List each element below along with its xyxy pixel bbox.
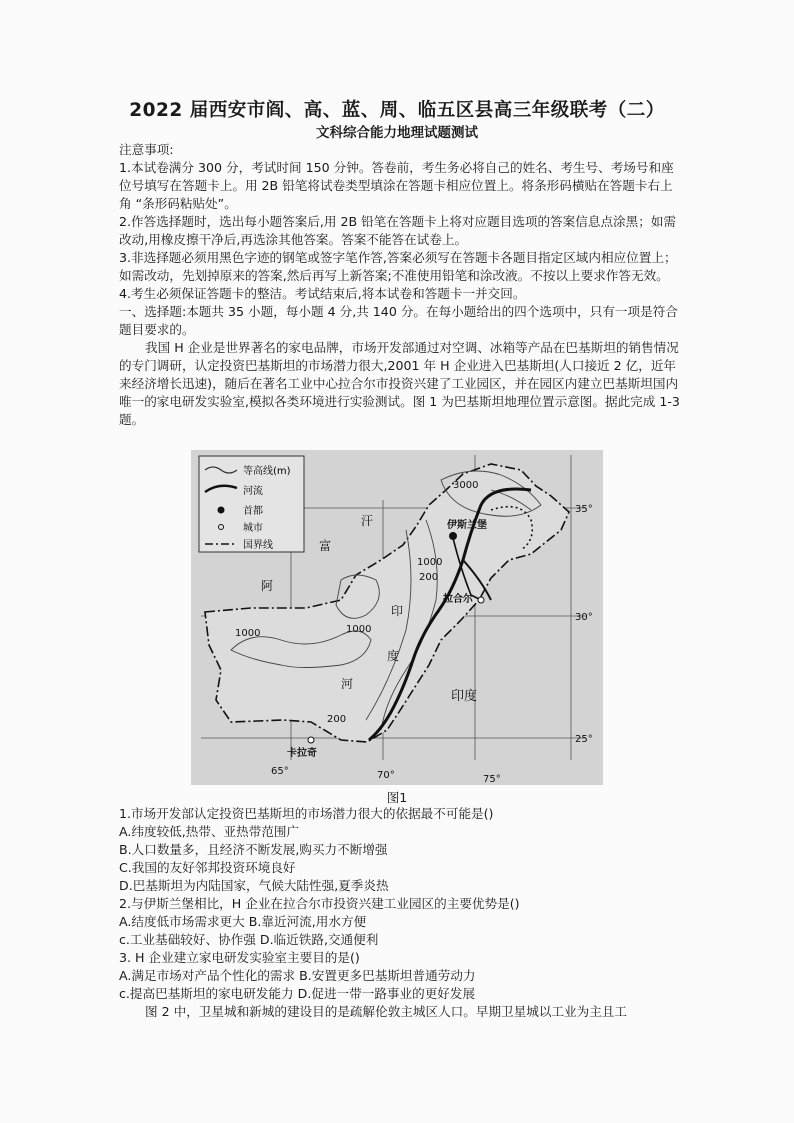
legend-river: 河流 (243, 486, 263, 497)
legend-city: 城市 (243, 523, 263, 534)
lahore-city-marker (478, 597, 484, 603)
lat-30: 30° (575, 612, 593, 623)
question-1-option-d: D.巴基斯坦为内陆国家，气候大陆性强,夏季炎热 (119, 878, 389, 893)
label-indus-1: 印 (391, 604, 404, 618)
karachi-city-marker (308, 737, 314, 743)
label-lahore: 拉合尔 (443, 594, 473, 605)
lat-25: 25° (575, 734, 593, 745)
question-3-options-ab: A.满足市场对产品个性化的需求 B.安置更多巴基斯坦普通劳动力 (119, 968, 476, 983)
exam-subtitle: 文科综合能力地理试题测试 (316, 125, 478, 141)
passage-1: 我国 H 企业是世界著名的家电品牌，市场开发部通过对空调、冰箱等产品在巴基斯坦的销售情况的专门调研，认定投资巴基斯坦的市场潜力很大,2001 年 H 企业进入巴基斯坦(人口接近 2 亿，近年来经济增长迅速)，随后在著名工业中心拉合尔市投资兴建了工业园区，并在园区内建立巴基斯坦国内唯一的家电研发实验室,模拟各类环境进行实验测试。图 1 为巴基斯坦地理位置示意图。据此完成 1-3 题。 (119, 340, 680, 427)
notice-item-3: 3.非选择题必须用黑色字迹的钢笔或签字笔作答,答案必须写在答题卡各题目指定区域内相应位置上；如需改动，先划掉原来的答案,然后再写上新答案;不准使用铅笔和涂改液。不按以上要求作答无效。 (119, 250, 677, 283)
passage-2: 图 2 中，卫星城和新城的建设目的是疏解伦敦主城区人口。早期卫星城以工业为主且工 (145, 1004, 627, 1019)
figure-1-map (191, 450, 603, 785)
contour-label-3000: 3000 (453, 480, 479, 491)
contour-label-200-b: 200 (327, 714, 347, 725)
section-heading: 一、选择题:本题共 35 小题，每小题 4 分,共 140 分。在每小题给出的四个选项中，只有一项是符合题目要求的。 (119, 304, 678, 337)
label-afghan-3: 汗 (361, 514, 374, 528)
notice-item-1: 1.本试卷满分 300 分，考试时间 150 分钟。答卷前，考生务必将自己的姓名、考生号、考场号和座位号填写在答题卡上。用 2B 铅笔将试卷类型填涂在答题卡相应位置上。将条形码横贴在答题卡右上角 “条形码粘贴处”。 (119, 160, 674, 211)
capital-legend-icon (218, 507, 225, 514)
islamabad-capital-marker (449, 532, 457, 540)
question-1: 1.市场开发部认定投资巴基斯坦的市场潜力很大的依据最不可能是() (119, 806, 494, 821)
lon-75: 75° (483, 774, 501, 785)
exam-title: 2022 届西安市阎、高、蓝、周、临五区县高三年级联考（二） (129, 100, 665, 121)
lon-65: 65° (271, 766, 289, 777)
pakistan-map (191, 450, 603, 785)
question-2: 2.与伊斯兰堡相比，H 企业在拉合尔市投资兴建工业园区的主要优势是() (119, 896, 520, 911)
contour-label-1000-c: 1000 (235, 628, 261, 639)
question-1-option-b: B.人口数量多，且经济不断发展,购买力不断增强 (119, 842, 388, 857)
figure-1-caption: 图1 (386, 790, 408, 805)
question-3-options-cd: c.提高巴基斯坦的家电研发能力 D.促进一带一路事业的更好发展 (119, 986, 476, 1001)
notice-item-4: 4.考生必须保证答题卡的整洁。考试结束后,将本试卷和答题卡一并交回。 (119, 286, 526, 301)
contour-label-200-a: 200 (419, 572, 439, 583)
label-afghan-2: 富 (319, 539, 332, 553)
label-karachi: 卡拉奇 (287, 748, 317, 759)
lon-70: 70° (377, 770, 395, 781)
questions-block (119, 805, 681, 1021)
label-islamabad: 伊斯兰堡 (447, 520, 487, 531)
legend-capital: 首都 (243, 506, 263, 517)
notice-heading: 注意事项: (119, 142, 174, 157)
question-3: 3. H 企业建立家电研发实验室主要目的是() (119, 950, 360, 965)
map-legend (199, 456, 304, 552)
label-indus-2: 度 (387, 649, 400, 663)
contour-label-1000-a: 1000 (417, 557, 443, 568)
question-2-options-ab: A.结度低市场需求更大 B.靠近河流,用水方便 (119, 914, 367, 929)
label-india: 印度 (451, 689, 478, 704)
legend-border: 国界线 (243, 540, 273, 551)
notice-item-2: 2.作答选择题时，选出每小题答案后,用 2B 铅笔在答题卡上将对应题目选项的答案信息点涂黑；如需改动,用橡皮擦干净后,再选涂其他答案。答案不能答在试卷上。 (119, 214, 677, 247)
question-1-option-a: A.纬度较低,热带、亚热带范围广 (119, 824, 300, 839)
lat-35: 35° (575, 504, 593, 515)
contour-label-1000-b: 1000 (346, 624, 372, 635)
notice-block (119, 141, 681, 429)
label-indus-3: 河 (341, 677, 354, 691)
question-1-option-c: C.我国的友好邻邦投资环境良好 (119, 860, 296, 875)
question-2-options-cd: c.工业基础较好、协作强 D.临近铁路,交通便利 (119, 932, 379, 947)
legend-contour: 等高线(m) (243, 466, 291, 477)
label-afghan-1: 阿 (261, 579, 274, 593)
